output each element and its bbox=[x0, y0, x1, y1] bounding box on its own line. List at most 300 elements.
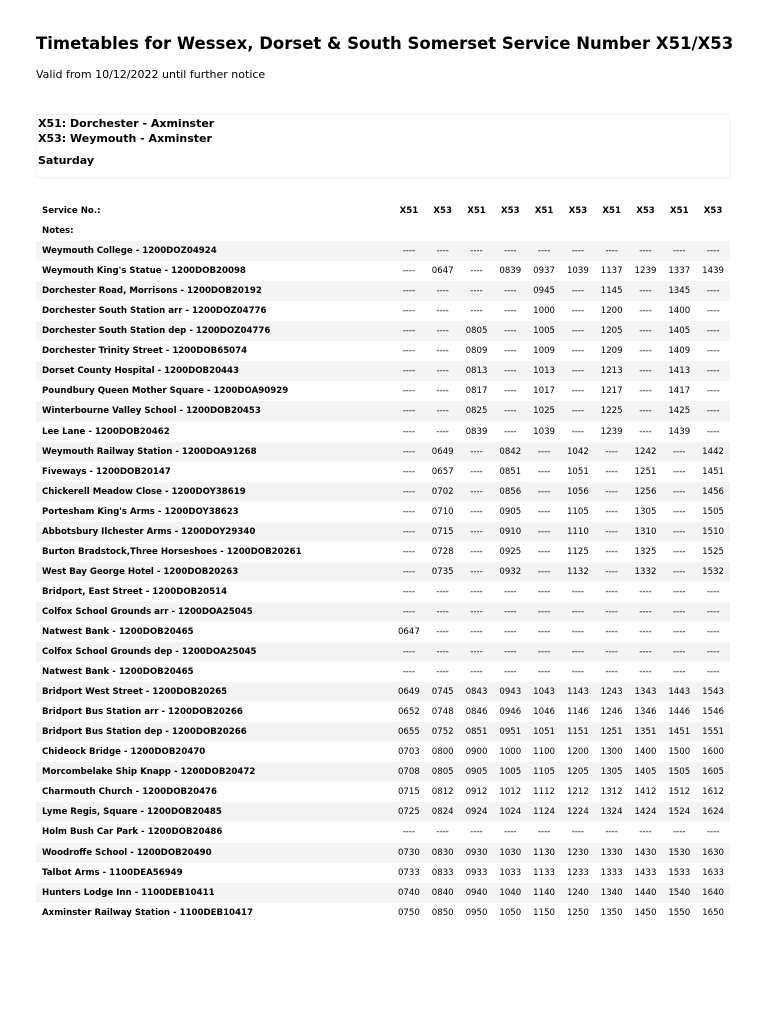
departure-time: 1212 bbox=[566, 787, 589, 798]
departure-time: ---- bbox=[402, 667, 416, 678]
departure-time: 0910 bbox=[493, 522, 527, 542]
departure-time: 1650 bbox=[702, 907, 725, 918]
departure-time: 1233 bbox=[566, 867, 589, 878]
departure-time: 1640 bbox=[696, 883, 730, 903]
table-row bbox=[36, 562, 730, 582]
departure-time: ---- bbox=[470, 546, 483, 557]
departure-time: 1400 bbox=[668, 306, 691, 317]
departure-time: 1050 bbox=[499, 907, 522, 918]
departure-time: 0825 bbox=[460, 401, 494, 421]
departure-time: 0708 bbox=[392, 762, 426, 782]
departure-time: 1033 bbox=[499, 867, 522, 878]
departure-time: ---- bbox=[595, 562, 629, 582]
departure-time: ---- bbox=[470, 466, 483, 477]
departure-time: ---- bbox=[595, 442, 629, 462]
departure-time: 0924 bbox=[460, 802, 494, 822]
departure-time: 1239 bbox=[600, 426, 623, 437]
departure-time: 1412 bbox=[634, 787, 657, 798]
stop-name: Dorchester Trinity Street - 1200DOB65074 bbox=[42, 346, 248, 357]
departure-time: ---- bbox=[537, 466, 551, 477]
departure-time: 1605 bbox=[696, 762, 730, 782]
departure-time: ---- bbox=[696, 281, 730, 301]
departure-time: 0851 bbox=[460, 722, 494, 742]
departure-time: ---- bbox=[561, 361, 595, 381]
departure-time: ---- bbox=[493, 241, 527, 261]
table-row bbox=[36, 682, 730, 702]
table-row bbox=[36, 442, 730, 462]
departure-time: 1250 bbox=[566, 907, 589, 918]
departure-time: ---- bbox=[460, 281, 494, 301]
table-row bbox=[36, 321, 730, 341]
stop-name: Holm Bush Car Park - 1200DOB20486 bbox=[42, 827, 223, 838]
departure-time: 1300 bbox=[600, 747, 623, 758]
departure-time: 1312 bbox=[600, 787, 623, 798]
departure-time: ---- bbox=[470, 306, 483, 317]
departure-time: ---- bbox=[673, 827, 686, 838]
departure-time: ---- bbox=[402, 506, 416, 517]
stop-name: Bridport Bus Station dep - 1200DOB20266 bbox=[36, 722, 392, 742]
departure-time: 1105 bbox=[527, 762, 561, 782]
table-row bbox=[36, 863, 730, 883]
service-number: X53 bbox=[433, 206, 452, 217]
departure-time: ---- bbox=[493, 602, 527, 622]
table-row bbox=[36, 843, 730, 863]
departure-time: ---- bbox=[402, 827, 416, 838]
departure-time: 1100 bbox=[533, 747, 556, 758]
notes-row bbox=[36, 221, 730, 241]
table-row bbox=[36, 381, 730, 401]
departure-time: 1450 bbox=[634, 907, 657, 918]
departure-time: 1209 bbox=[600, 346, 623, 357]
departure-time: ---- bbox=[561, 281, 595, 301]
route-line-x51: X51: Dorchester - Axminster bbox=[38, 117, 215, 130]
stop-name: Natwest Bank - 1200DOB20465 bbox=[42, 667, 194, 678]
departure-time: ---- bbox=[639, 627, 652, 637]
departure-time: 0725 bbox=[392, 802, 426, 822]
departure-time: 1405 bbox=[629, 762, 663, 782]
service-number: X51 bbox=[399, 206, 419, 217]
stop-name: Lee Lane - 1200DOB20462 bbox=[42, 426, 170, 437]
departure-time: 1505 bbox=[662, 762, 696, 782]
departure-time: 0703 bbox=[397, 747, 420, 758]
stop-name: Chickerell Meadow Close - 1200DOY38619 bbox=[36, 482, 392, 502]
note-cell bbox=[392, 221, 426, 241]
departure-time: ---- bbox=[639, 827, 652, 838]
departure-time: ---- bbox=[402, 346, 416, 357]
departure-time: 1239 bbox=[634, 266, 657, 277]
departure-time: 1446 bbox=[668, 707, 691, 718]
departure-time: 1043 bbox=[527, 682, 561, 702]
departure-time: ---- bbox=[662, 602, 696, 622]
departure-time: 0933 bbox=[465, 867, 488, 878]
departure-time: 1200 bbox=[600, 306, 623, 317]
departure-time: 1005 bbox=[493, 762, 527, 782]
departure-time: 0710 bbox=[431, 506, 454, 517]
departure-time: 1251 bbox=[634, 466, 657, 477]
departure-time: 1024 bbox=[493, 802, 527, 822]
departure-time: 1243 bbox=[595, 682, 629, 702]
departure-time: 1439 bbox=[668, 426, 691, 437]
departure-time: ---- bbox=[402, 586, 416, 597]
departure-time: 1051 bbox=[566, 466, 589, 477]
departure-time: 1256 bbox=[629, 482, 663, 502]
departure-time: ---- bbox=[504, 827, 517, 838]
departure-time: 0657 bbox=[431, 466, 454, 477]
stop-name: Morcombelake Ship Knapp - 1200DOB20472 bbox=[36, 762, 392, 782]
departure-time: 0839 bbox=[499, 266, 522, 277]
stop-name: Lyme Regis, Square - 1200DOB20485 bbox=[36, 802, 392, 822]
departure-time: 1140 bbox=[527, 883, 561, 903]
departure-time: ---- bbox=[436, 586, 449, 597]
stop-name: Chideock Bridge - 1200DOB20470 bbox=[42, 747, 206, 758]
departure-time: ---- bbox=[662, 442, 696, 462]
departure-time: ---- bbox=[571, 667, 585, 678]
departure-time: ---- bbox=[402, 426, 416, 437]
departure-time: ---- bbox=[460, 442, 494, 462]
departure-time: ---- bbox=[402, 546, 416, 557]
departure-time: ---- bbox=[460, 482, 494, 502]
departure-time: 0735 bbox=[426, 562, 460, 582]
departure-time: 0817 bbox=[465, 386, 488, 397]
departure-time: ---- bbox=[605, 586, 618, 597]
table-row bbox=[36, 642, 730, 662]
departure-time: ---- bbox=[392, 401, 426, 421]
departure-time: ---- bbox=[673, 506, 686, 517]
departure-time: ---- bbox=[392, 642, 426, 662]
departure-time: 1000 bbox=[499, 747, 522, 758]
table-row bbox=[36, 762, 730, 782]
departure-time: ---- bbox=[460, 642, 494, 662]
departure-time: 1417 bbox=[668, 386, 691, 397]
departure-time: ---- bbox=[706, 306, 720, 317]
departure-time: 1551 bbox=[696, 722, 730, 742]
departure-time: ---- bbox=[392, 482, 426, 502]
departure-time: ---- bbox=[504, 386, 517, 397]
departure-time: 1224 bbox=[561, 802, 595, 822]
departure-time: ---- bbox=[527, 482, 561, 502]
departure-time: 1540 bbox=[662, 883, 696, 903]
departure-time: ---- bbox=[706, 346, 720, 357]
departure-time: 1151 bbox=[561, 722, 595, 742]
note-cell bbox=[696, 221, 730, 241]
departure-time: 0812 bbox=[431, 787, 454, 798]
departure-time: 1056 bbox=[561, 482, 595, 502]
departure-time: 1324 bbox=[595, 802, 629, 822]
stop-name: Poundbury Queen Mother Square - 1200DOA90929 bbox=[42, 386, 289, 397]
departure-time: ---- bbox=[706, 586, 720, 597]
departure-time: ---- bbox=[527, 602, 561, 622]
departure-time: ---- bbox=[639, 586, 652, 597]
departure-time: ---- bbox=[493, 321, 527, 341]
departure-time: 0930 bbox=[460, 843, 494, 863]
departure-time: ---- bbox=[493, 642, 527, 662]
stop-name: Dorchester Road, Morrisons - 1200DOB20192 bbox=[36, 281, 392, 301]
departure-time: ---- bbox=[460, 241, 494, 261]
departure-time: 0647 bbox=[431, 266, 454, 277]
departure-time: 1133 bbox=[533, 867, 556, 878]
departure-time: ---- bbox=[470, 667, 483, 678]
departure-time: 0945 bbox=[527, 281, 561, 301]
departure-time: ---- bbox=[470, 506, 483, 517]
departure-time: ---- bbox=[392, 241, 426, 261]
departure-time: 1413 bbox=[662, 361, 696, 381]
departure-time: 0733 bbox=[397, 867, 420, 878]
table-row bbox=[36, 462, 730, 482]
departure-time: ---- bbox=[392, 442, 426, 462]
stop-name: Abbotsbury Ilchester Arms - 1200DOY29340 bbox=[36, 522, 392, 542]
departure-time: ---- bbox=[460, 562, 494, 582]
departure-time: ---- bbox=[426, 321, 460, 341]
departure-time: 0943 bbox=[493, 682, 527, 702]
departure-time: 1439 bbox=[702, 266, 725, 277]
departure-time: ---- bbox=[706, 627, 720, 637]
departure-time: ---- bbox=[436, 667, 449, 678]
departure-time: 1405 bbox=[662, 321, 696, 341]
note-cell bbox=[629, 221, 663, 241]
departure-time: ---- bbox=[460, 602, 494, 622]
departure-time: ---- bbox=[605, 827, 618, 838]
departure-time: 1442 bbox=[696, 442, 730, 462]
departure-time: ---- bbox=[595, 482, 629, 502]
departure-time: ---- bbox=[504, 586, 517, 597]
departure-time: 1409 bbox=[668, 346, 691, 357]
departure-time: 1213 bbox=[595, 361, 629, 381]
table-row bbox=[36, 301, 730, 321]
departure-time: ---- bbox=[392, 321, 426, 341]
departure-time: ---- bbox=[673, 466, 686, 477]
departure-time: 1530 bbox=[662, 843, 696, 863]
departure-time: 0932 bbox=[493, 562, 527, 582]
departure-time: 1137 bbox=[600, 266, 623, 277]
departure-time: 1443 bbox=[662, 682, 696, 702]
departure-time: 0805 bbox=[460, 321, 494, 341]
departure-time: 1350 bbox=[600, 907, 623, 918]
departure-time: 0740 bbox=[392, 883, 426, 903]
departure-time: 1240 bbox=[561, 883, 595, 903]
departure-time: 1325 bbox=[634, 546, 657, 557]
departure-time: 1600 bbox=[702, 747, 725, 758]
departure-time: ---- bbox=[561, 401, 595, 421]
stop-name: Charmouth Church - 1200DOB20476 bbox=[42, 787, 218, 798]
departure-time: 1042 bbox=[561, 442, 595, 462]
departure-time: 1017 bbox=[533, 386, 556, 397]
service-number: X53 bbox=[501, 206, 520, 217]
table-row bbox=[36, 361, 730, 381]
departure-time: 1524 bbox=[662, 802, 696, 822]
departure-time: 1500 bbox=[668, 747, 691, 758]
departure-time: 1132 bbox=[561, 562, 595, 582]
departure-time: 1124 bbox=[527, 802, 561, 822]
departure-time: 0833 bbox=[431, 867, 454, 878]
departure-time: ---- bbox=[571, 386, 585, 397]
stop-name: Colfox School Grounds dep - 1200DOA25045 bbox=[36, 642, 392, 662]
departure-time: 0809 bbox=[465, 346, 488, 357]
departure-time: 1145 bbox=[595, 281, 629, 301]
departure-time: ---- bbox=[426, 602, 460, 622]
departure-time: ---- bbox=[392, 602, 426, 622]
departure-time: 1110 bbox=[561, 522, 595, 542]
departure-time: ---- bbox=[696, 321, 730, 341]
service-number: X51 bbox=[669, 206, 689, 217]
departure-time: 0842 bbox=[493, 442, 527, 462]
table-row bbox=[36, 822, 730, 842]
departure-time: 0840 bbox=[426, 883, 460, 903]
departure-time: ---- bbox=[504, 426, 517, 437]
departure-time: ---- bbox=[605, 667, 618, 678]
note-cell bbox=[460, 221, 494, 241]
departure-time: 1012 bbox=[499, 787, 522, 798]
departure-time: ---- bbox=[706, 667, 720, 678]
table-row bbox=[36, 261, 730, 281]
departure-time: 1039 bbox=[533, 426, 556, 437]
departure-time: 1550 bbox=[668, 907, 691, 918]
departure-time: ---- bbox=[504, 627, 517, 637]
departure-time: ---- bbox=[493, 281, 527, 301]
departure-time: 1251 bbox=[595, 722, 629, 742]
service-number: X51 bbox=[602, 206, 621, 217]
departure-time: ---- bbox=[470, 266, 483, 277]
departure-time: 0752 bbox=[426, 722, 460, 742]
departure-time: 1105 bbox=[566, 506, 589, 517]
stop-name: Winterbourne Valley School - 1200DOB20453 bbox=[36, 401, 392, 421]
departure-time: 1039 bbox=[566, 266, 589, 277]
departure-time: 1333 bbox=[600, 867, 623, 878]
departure-time: ---- bbox=[629, 321, 663, 341]
departure-time: 0940 bbox=[460, 883, 494, 903]
departure-time: ---- bbox=[595, 522, 629, 542]
departure-time: 1125 bbox=[566, 546, 589, 557]
note-cell bbox=[662, 221, 696, 241]
departure-time: ---- bbox=[527, 241, 561, 261]
departure-time: 0905 bbox=[499, 506, 522, 517]
stop-name: Weymouth King's Statue - 1200DOB20098 bbox=[42, 266, 246, 277]
departure-time: ---- bbox=[537, 627, 551, 637]
departure-time: 1533 bbox=[668, 867, 691, 878]
departure-time: 0843 bbox=[460, 682, 494, 702]
departure-time: ---- bbox=[436, 306, 449, 317]
stop-name: Colfox School Grounds arr - 1200DOA25045 bbox=[36, 602, 392, 622]
departure-time: 1510 bbox=[696, 522, 730, 542]
departure-time: 0912 bbox=[465, 787, 488, 798]
departure-time: 1340 bbox=[595, 883, 629, 903]
departure-time: 1330 bbox=[595, 843, 629, 863]
departure-time: 1310 bbox=[629, 522, 663, 542]
note-cell bbox=[561, 221, 595, 241]
departure-time: ---- bbox=[673, 586, 686, 597]
departure-time: ---- bbox=[470, 627, 483, 637]
departure-time: ---- bbox=[629, 401, 663, 421]
departure-time: 0905 bbox=[460, 762, 494, 782]
departure-time: ---- bbox=[639, 386, 652, 397]
departure-time: 0649 bbox=[426, 442, 460, 462]
table-row bbox=[36, 742, 730, 762]
departure-time: ---- bbox=[561, 321, 595, 341]
departure-time: 1630 bbox=[696, 843, 730, 863]
departure-time: ---- bbox=[527, 642, 561, 662]
departure-time: 0839 bbox=[465, 426, 488, 437]
departure-time: ---- bbox=[527, 522, 561, 542]
departure-time: 0748 bbox=[431, 707, 454, 718]
departure-time: ---- bbox=[595, 642, 629, 662]
departure-time: 1633 bbox=[702, 867, 725, 878]
departure-time: ---- bbox=[426, 401, 460, 421]
departure-time: ---- bbox=[537, 667, 551, 678]
departure-time: 0946 bbox=[499, 707, 522, 718]
departure-time: 1230 bbox=[561, 843, 595, 863]
departure-time: ---- bbox=[426, 361, 460, 381]
departure-time: 0813 bbox=[460, 361, 494, 381]
departure-time: 1343 bbox=[629, 682, 663, 702]
departure-time: 0652 bbox=[397, 707, 420, 718]
departure-time: 1546 bbox=[702, 707, 725, 718]
departure-time: ---- bbox=[561, 642, 595, 662]
departure-time: 1025 bbox=[527, 401, 561, 421]
departure-time: 1143 bbox=[561, 682, 595, 702]
departure-time: ---- bbox=[470, 586, 483, 597]
departure-time: ---- bbox=[537, 506, 551, 517]
note-cell bbox=[527, 221, 561, 241]
departure-time: 1225 bbox=[595, 401, 629, 421]
service-number: X53 bbox=[636, 206, 655, 217]
departure-time: 1425 bbox=[662, 401, 696, 421]
table-row bbox=[36, 802, 730, 822]
departure-time: ---- bbox=[696, 642, 730, 662]
table-row bbox=[36, 602, 730, 622]
departure-time: ---- bbox=[470, 827, 483, 838]
departure-time: 0830 bbox=[426, 843, 460, 863]
departure-time: 1040 bbox=[493, 883, 527, 903]
departure-time: ---- bbox=[527, 562, 561, 582]
departure-time: ---- bbox=[662, 482, 696, 502]
departure-time: 0750 bbox=[397, 907, 420, 918]
departure-time: 1013 bbox=[527, 361, 561, 381]
departure-time: ---- bbox=[392, 281, 426, 301]
departure-time: 0702 bbox=[426, 482, 460, 502]
departure-time: 0715 bbox=[397, 787, 420, 798]
notes-label: Notes: bbox=[42, 226, 74, 237]
departure-time: ---- bbox=[639, 667, 652, 678]
validity-notice: Valid from 10/12/2022 until further notice bbox=[36, 68, 266, 81]
departure-time: 1346 bbox=[634, 707, 657, 718]
stop-name: Fiveways - 1200DOB20147 bbox=[42, 466, 171, 477]
table-row bbox=[36, 341, 730, 361]
stop-name: Bridport, East Street - 1200DOB20514 bbox=[42, 586, 228, 597]
departure-time: ---- bbox=[595, 602, 629, 622]
table-row bbox=[36, 903, 730, 923]
stop-name: Talbot Arms - 1100DEA56949 bbox=[42, 867, 183, 878]
departure-time: 1612 bbox=[702, 787, 725, 798]
stop-name: Woodroffe School - 1200DOB20490 bbox=[36, 843, 392, 863]
departure-time: ---- bbox=[629, 642, 663, 662]
stop-name: Burton Bradstock,Three Horseshoes - 1200DOB20261 bbox=[42, 546, 302, 557]
departure-time: 1351 bbox=[629, 722, 663, 742]
departure-time: ---- bbox=[696, 361, 730, 381]
departure-time: 0649 bbox=[392, 682, 426, 702]
departure-time: ---- bbox=[527, 442, 561, 462]
departure-time: 0805 bbox=[426, 762, 460, 782]
stop-name: Portesham King's Arms - 1200DOY38623 bbox=[42, 506, 239, 517]
departure-time: 0925 bbox=[499, 546, 522, 557]
departure-time: ---- bbox=[706, 827, 720, 838]
departure-time: ---- bbox=[493, 401, 527, 421]
departure-time: ---- bbox=[436, 827, 449, 838]
departure-time: 1217 bbox=[600, 386, 623, 397]
stop-name: West Bay George Hotel - 1200DOB20263 bbox=[36, 562, 392, 582]
stop-name: Dorset County Hospital - 1200DOB20443 bbox=[36, 361, 392, 381]
route-line-x53: X53: Weymouth - Axminster bbox=[38, 131, 212, 145]
departure-time: 1205 bbox=[595, 321, 629, 341]
note-cell bbox=[493, 221, 527, 241]
